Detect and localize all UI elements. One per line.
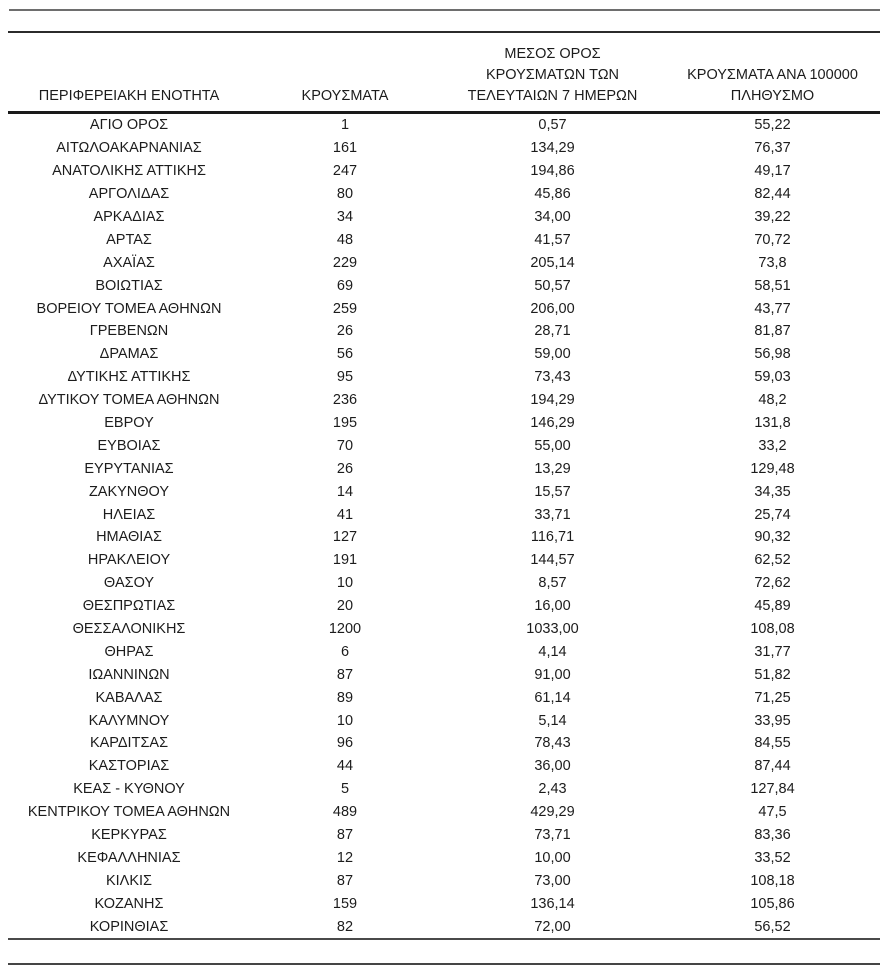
table-row xyxy=(8,274,880,297)
cell-per_100k: 72,62 xyxy=(754,575,791,592)
cell-region: ΚΑΣΤΟΡΙΑΣ xyxy=(88,758,170,775)
cell-region: ΑΡΓΟΛΙΔΑΣ xyxy=(88,186,170,203)
table-row xyxy=(8,228,880,251)
cell-per_100k: 56,98 xyxy=(754,346,791,363)
cell-avg_7day: 91,00 xyxy=(534,666,571,683)
cell-cases: 87 xyxy=(336,666,354,683)
cell-per_100k: 49,17 xyxy=(754,163,791,180)
cell-region: ΔΡΑΜΑΣ xyxy=(99,346,159,363)
cell-per_100k: 58,51 xyxy=(754,277,791,294)
cell-per_100k: 84,55 xyxy=(754,735,791,752)
table-row xyxy=(8,915,880,939)
cell-region: ΚΕΡΚΥΡΑΣ xyxy=(91,827,167,844)
cell-per_100k: 76,37 xyxy=(754,140,791,157)
cell-cases: 44 xyxy=(336,758,354,775)
table-row xyxy=(8,549,880,572)
cell-avg_7day: 8,57 xyxy=(538,575,567,592)
table-row xyxy=(8,686,880,709)
cell-region: ΚΑΛΥΜΝΟΥ xyxy=(88,712,170,729)
table-row xyxy=(8,389,880,412)
cell-avg_7day: 116,71 xyxy=(530,529,575,546)
cell-avg_7day: 50,57 xyxy=(534,277,571,294)
cell-avg_7day: 1033,00 xyxy=(526,621,579,638)
cell-avg_7day: 134,29 xyxy=(530,140,575,157)
table-row xyxy=(8,618,880,641)
cell-region: ΔΥΤΙΚΟΥ ΤΟΜΕΑ ΑΘΗΝΩΝ xyxy=(38,392,220,409)
cell-per_100k: 71,25 xyxy=(754,689,791,706)
cell-region: ΗΛΕΙΑΣ xyxy=(102,506,156,523)
cell-per_100k: 87,44 xyxy=(754,758,791,775)
cell-avg_7day: 16,00 xyxy=(534,598,571,615)
col-header-per100k-line2: ΠΛΗΘΥΣΜΟ xyxy=(730,88,815,104)
cell-region: ΑΡΤΑΣ xyxy=(106,231,152,248)
cell-cases: 236 xyxy=(332,392,358,409)
cell-avg_7day: 146,29 xyxy=(530,415,575,432)
cell-region: ΑΧΑΪΑΣ xyxy=(103,254,155,271)
table-row xyxy=(8,251,880,274)
cell-per_100k: 25,74 xyxy=(754,506,791,523)
cell-avg_7day: 28,71 xyxy=(534,323,571,340)
cell-avg_7day: 41,57 xyxy=(534,231,571,248)
cell-region: ΘΗΡΑΣ xyxy=(104,643,154,660)
table-row xyxy=(8,709,880,732)
cell-cases: 82 xyxy=(250,915,440,939)
cell-per_100k: 108,18 xyxy=(750,872,795,889)
cell-region: ΕΒΡΟΥ xyxy=(104,415,154,432)
cell-cases: 70 xyxy=(336,437,354,454)
cell-region: ΙΩΑΝΝΙΝΩΝ xyxy=(88,666,170,683)
cell-avg_7day: 73,43 xyxy=(534,369,571,386)
cell-avg_7day: 205,14 xyxy=(530,254,575,271)
cell-avg_7day: 36,00 xyxy=(534,758,571,775)
cell-per_100k: 33,2 xyxy=(758,437,787,454)
cell-per_100k: 105,86 xyxy=(750,895,795,912)
col-header-avg7-line1: ΜΕΣΟΣ ΟΡΟΣ xyxy=(504,46,601,62)
cell-cases: 10 xyxy=(336,712,354,729)
cell-cases: 195 xyxy=(332,415,358,432)
cell-region: ΘΕΣΠΡΩΤΙΑΣ xyxy=(82,598,176,615)
col-header-avg7 xyxy=(440,44,665,113)
cell-cases: 87 xyxy=(336,827,354,844)
cell-avg_7day: 73,71 xyxy=(534,827,571,844)
table-row xyxy=(8,778,880,801)
cell-cases: 14 xyxy=(336,483,354,500)
cell-region: ΒΟΙΩΤΙΑΣ xyxy=(95,277,163,294)
cell-avg_7day: 73,00 xyxy=(534,872,571,889)
cell-cases: 489 xyxy=(332,804,358,821)
cell-cases: 10 xyxy=(336,575,354,592)
cell-avg_7day: 2,43 xyxy=(538,781,567,798)
cell-per_100k: 33,52 xyxy=(754,849,791,866)
cell-avg_7day: 55,00 xyxy=(534,437,571,454)
top-divider-lower xyxy=(8,31,880,33)
cell-per_100k: 129,48 xyxy=(750,460,795,477)
table-row xyxy=(8,343,880,366)
cell-avg_7day: 59,00 xyxy=(534,346,571,363)
cell-cases: 247 xyxy=(332,163,358,180)
cell-cases: 5 xyxy=(340,781,350,798)
cell-cases: 48 xyxy=(336,231,354,248)
cell-per_100k: 48,2 xyxy=(758,392,787,409)
table-row xyxy=(8,526,880,549)
top-divider-upper xyxy=(9,9,880,11)
cell-avg_7day: 33,71 xyxy=(534,506,571,523)
table-row xyxy=(8,320,880,343)
cell-avg_7day: 34,00 xyxy=(534,209,571,225)
cell-per_100k: 59,03 xyxy=(754,369,791,386)
cell-cases: 95 xyxy=(336,369,354,386)
table-row xyxy=(8,595,880,618)
cell-region: ΑΓΙΟ ΟΡΟΣ xyxy=(89,117,169,134)
cell-region: ΑΝΑΤΟΛΙΚΗΣ ΑΤΤΙΚΗΣ xyxy=(52,163,206,180)
bottom-divider xyxy=(8,963,880,965)
cell-per_100k: 47,5 xyxy=(758,804,787,821)
cell-region: ΚΕΦΑΛΛΗΝΙΑΣ xyxy=(77,849,181,866)
cell-cases: 26 xyxy=(336,323,354,340)
cell-avg_7day: 136,14 xyxy=(530,895,575,912)
cell-region: ΕΥΒΟΙΑΣ xyxy=(97,437,161,454)
cell-avg_7day: 72,00 xyxy=(440,915,665,939)
cell-region: ΑΡΚΑΔΙΑΣ xyxy=(93,209,165,225)
col-header-per100k xyxy=(665,44,880,113)
cell-cases: 34 xyxy=(336,209,354,225)
cell-per_100k: 56,52 xyxy=(665,915,880,939)
cell-cases: 259 xyxy=(332,300,358,317)
cell-cases: 96 xyxy=(336,735,354,752)
cell-cases: 69 xyxy=(336,277,354,294)
cell-avg_7day: 206,00 xyxy=(530,300,575,317)
cell-region: ΚΕΑΣ - ΚΥΘΝΟΥ xyxy=(73,781,185,798)
cell-region: ΗΡΑΚΛΕΙΟΥ xyxy=(87,552,171,569)
cell-region: ΚΑΡΔΙΤΣΑΣ xyxy=(89,735,169,752)
cell-cases: 191 xyxy=(332,552,358,569)
cell-per_100k: 131,8 xyxy=(754,415,791,432)
cell-avg_7day: 194,86 xyxy=(530,163,575,180)
table-row xyxy=(8,824,880,847)
cell-per_100k: 70,72 xyxy=(754,231,791,248)
cell-per_100k: 62,52 xyxy=(754,552,791,569)
cell-cases: 41 xyxy=(336,506,354,523)
cell-avg_7day: 4,14 xyxy=(538,643,567,660)
cell-avg_7day: 45,86 xyxy=(534,186,571,203)
table-row xyxy=(8,113,880,137)
cell-per_100k: 39,22 xyxy=(754,209,791,225)
cell-cases: 87 xyxy=(336,872,354,889)
cell-per_100k: 73,8 xyxy=(758,254,787,271)
cell-region: ΕΥΡΥΤΑΝΙΑΣ xyxy=(84,460,174,477)
table-row xyxy=(8,206,880,229)
cell-cases: 229 xyxy=(332,254,358,271)
cell-avg_7day: 429,29 xyxy=(530,804,575,821)
cell-per_100k: 31,77 xyxy=(754,643,791,660)
cell-per_100k: 33,95 xyxy=(754,712,791,729)
table-row xyxy=(8,412,880,435)
cell-avg_7day: 0,57 xyxy=(538,117,567,134)
col-header-cases xyxy=(250,44,440,113)
table-row xyxy=(8,457,880,480)
cell-region: ΘΑΣΟΥ xyxy=(103,575,155,592)
table-row xyxy=(8,297,880,320)
col-header-avg7-line2: ΚΡΟΥΣΜΑΤΩΝ ΤΩΝ xyxy=(485,67,620,83)
table-row xyxy=(8,732,880,755)
cell-per_100k: 51,82 xyxy=(754,666,791,683)
cell-per_100k: 34,35 xyxy=(754,483,791,500)
cell-region: ΓΡΕΒΕΝΩΝ xyxy=(89,323,169,340)
cell-cases: 20 xyxy=(336,598,354,615)
col-header-cases-label: ΚΡΟΥΣΜΑΤΑ xyxy=(301,88,389,104)
cell-per_100k: 83,36 xyxy=(754,827,791,844)
cell-avg_7day: 15,57 xyxy=(534,483,571,500)
col-header-per100k-line1: ΚΡΟΥΣΜΑΤΑ ΑΝΑ 100000 xyxy=(687,67,858,83)
table-row xyxy=(8,892,880,915)
cell-region: ΚΙΛΚΙΣ xyxy=(105,872,153,889)
cell-per_100k: 82,44 xyxy=(754,186,791,203)
col-header-region xyxy=(8,44,250,113)
table-row xyxy=(8,755,880,778)
cell-per_100k: 81,87 xyxy=(754,323,791,340)
cell-cases: 1200 xyxy=(328,621,362,638)
cases-by-region-table xyxy=(8,44,880,940)
cell-cases: 26 xyxy=(336,460,354,477)
table-row xyxy=(8,640,880,663)
col-header-region-label: ΠΕΡΙΦΕΡΕΙΑΚΗ ΕΝΟΤΗΤΑ xyxy=(38,88,220,104)
cell-cases: 56 xyxy=(336,346,354,363)
cell-avg_7day: 10,00 xyxy=(534,849,571,866)
table-row xyxy=(8,366,880,389)
cell-cases: 6 xyxy=(340,643,350,660)
table-body xyxy=(8,113,880,940)
table-row xyxy=(8,480,880,503)
cell-region: ΒΟΡΕΙΟΥ ΤΟΜΕΑ ΑΘΗΝΩΝ xyxy=(36,300,222,317)
table-row xyxy=(8,160,880,183)
cell-cases: 127 xyxy=(332,529,358,546)
cell-cases: 1 xyxy=(340,117,350,134)
cell-region: ΔΥΤΙΚΗΣ ΑΤΤΙΚΗΣ xyxy=(67,369,191,386)
cell-per_100k: 55,22 xyxy=(754,117,791,134)
cell-per_100k: 43,77 xyxy=(754,300,791,317)
cell-avg_7day: 61,14 xyxy=(534,689,571,706)
table-row xyxy=(8,434,880,457)
cell-cases: 89 xyxy=(336,689,354,706)
table-row xyxy=(8,801,880,824)
cell-cases: 161 xyxy=(332,140,358,157)
cell-per_100k: 45,89 xyxy=(754,598,791,615)
cell-per_100k: 90,32 xyxy=(754,529,791,546)
cell-cases: 12 xyxy=(336,849,354,866)
table-header xyxy=(8,44,880,113)
cell-cases: 80 xyxy=(336,186,354,203)
cell-per_100k: 108,08 xyxy=(750,621,795,638)
table-row xyxy=(8,137,880,160)
table-row xyxy=(8,869,880,892)
cell-cases: 159 xyxy=(332,895,358,912)
table-row xyxy=(8,847,880,870)
cell-avg_7day: 5,14 xyxy=(538,712,567,729)
table-header-row xyxy=(8,44,880,113)
table-row xyxy=(8,572,880,595)
table-row xyxy=(8,663,880,686)
cell-avg_7day: 194,29 xyxy=(530,392,575,409)
col-header-avg7-line3: ΤΕΛΕΥΤΑΙΩΝ 7 ΗΜΕΡΩΝ xyxy=(467,88,638,104)
cell-avg_7day: 144,57 xyxy=(530,552,575,569)
cell-region: ΘΕΣΣΑΛΟΝΙΚΗΣ xyxy=(72,621,186,638)
cell-region: ΚΟΖΑΝΗΣ xyxy=(94,895,164,912)
table-row xyxy=(8,503,880,526)
cell-per_100k: 127,84 xyxy=(750,781,795,798)
table-row xyxy=(8,183,880,206)
cell-region: ΖΑΚΥΝΘΟΥ xyxy=(88,483,170,500)
cell-region: ΚΟΡΙΝΘΙΑΣ xyxy=(8,915,250,939)
cell-avg_7day: 78,43 xyxy=(534,735,571,752)
cell-region: ΑΙΤΩΛΟΑΚΑΡΝΑΝΙΑΣ xyxy=(56,140,202,157)
cell-region: ΚΕΝΤΡΙΚΟΥ ΤΟΜΕΑ ΑΘΗΝΩΝ xyxy=(27,804,231,821)
cell-region: ΗΜΑΘΙΑΣ xyxy=(96,529,162,546)
cell-region: ΚΑΒΑΛΑΣ xyxy=(95,689,163,706)
cell-avg_7day: 13,29 xyxy=(534,460,571,477)
